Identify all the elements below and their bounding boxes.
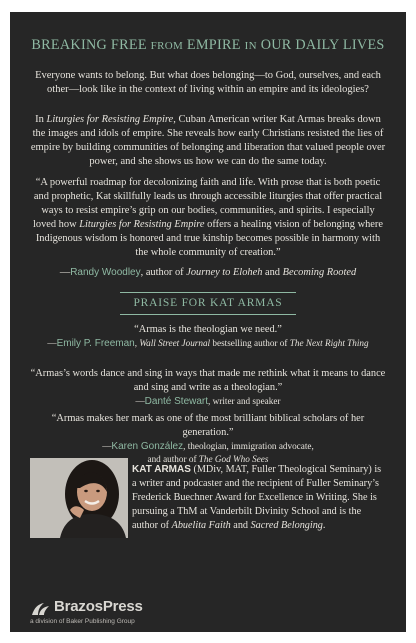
publisher-logo (30, 600, 180, 632)
praise-1-book: The Next Right Thing (289, 338, 369, 348)
bio-book-1: Abuelita Faith (171, 520, 231, 532)
endorser-book-2: Becoming Rooted (282, 267, 357, 278)
intro-book-title: Liturgies for Resisting Empire (46, 114, 174, 125)
headline-part-1: BREAKING FREE (31, 37, 147, 53)
author-bio (132, 463, 388, 533)
bio-and: and (230, 520, 251, 532)
intro-paragraph-1: Everyone wants to belong. But what does belonging—to God, ourselves, and each other—look like in the context of living within an empire and its ideologies? (35, 70, 381, 96)
intro-paragraph-2 (30, 113, 386, 169)
author-name: KAT ARMAS (132, 464, 191, 475)
endorsement-text-b: offers a healing vision of belonging where Indigenous wisdom is honored and true kinship becomes possible in harmony with the whole community of creation.” (35, 219, 383, 259)
praise-3-book: The God Who Sees (198, 454, 269, 464)
praise-rule-top (120, 292, 296, 293)
bio-end: . (322, 520, 326, 532)
endorser-book-1: Journey to Eloheh (186, 267, 263, 278)
publisher-tagline: a division of Baker Publishing Group (30, 618, 135, 625)
praise-3-role-2: and author of (147, 454, 199, 464)
praise-quote-1: “Armas is the theologian we need.” (134, 324, 282, 335)
praise-heading: PRAISE FOR KAT ARMAS (133, 297, 283, 309)
bio-text: (MDiv, MAT, Fuller Theological Seminary) is a writer and podcaster and the recipient of Fuller Seminary’s Frederick Buechner Award for Excellence in Writing. She is pursuing a ThM at Vanderbilt Divinity School and is the author of (132, 464, 382, 532)
endorsement-quote (30, 176, 386, 261)
praise-quote-3: “Armas makes her mark as one of the most brilliant biblical scholars of her generation.” (51, 413, 365, 438)
praise-quote-2: “Armas’s words dance and sing in ways that made me rethink what it means to dance and sing and write as a theologian.” (30, 368, 386, 393)
praise-3-dash: — (102, 441, 112, 451)
praise-2-name: Danté Stewart (144, 396, 209, 407)
endorser-and: and (262, 267, 283, 278)
back-cover (10, 12, 406, 632)
endorser-role: , author of (140, 267, 187, 278)
brazos-mark-icon (30, 600, 52, 618)
praise-attribution-2 (30, 395, 386, 409)
praise-3-role: , theologian, immigration advocate, (183, 441, 314, 451)
headline-part-5: OUR DAILY LIVES (260, 37, 385, 53)
publisher-name: BrazosPress (54, 598, 143, 615)
praise-3-name: Karen González (111, 441, 184, 452)
praise-rule-bottom (120, 314, 296, 315)
headline-part-4: IN (244, 40, 257, 52)
bio-book-2: Sacred Belonging (250, 520, 323, 532)
praise-1-publication: Wall Street Journal (139, 338, 211, 348)
endorser-name: Randy Woodley (70, 267, 141, 278)
headline (10, 37, 406, 54)
author-portrait-image (30, 458, 128, 538)
praise-1-name: Emily P. Freeman (56, 338, 135, 349)
praise-attribution-1: —Emily P. Freeman, Wall Street Journal bestselling author of The Next Right Thing (47, 338, 369, 349)
praise-2-dash: — (135, 396, 145, 406)
praise-1-dash: — (47, 338, 57, 348)
endorsement-text-a: “A powerful roadmap for decolonizing faith and life. With prose that is both poetic and prophetic, Kat skillfully leads us through accessible liturgies that offer practical ways to resist empire’s grip on our bodies, communities, and spirits. I especially loved how (33, 177, 383, 231)
attribution-dash: — (59, 267, 71, 278)
praise-2-role: , writer and speaker (208, 396, 281, 406)
intro-p2-rest: , Cuban American writer Kat Armas breaks down the images and idols of empire. She reveals how early Christians resisted the lies of empire by building communities of belonging and liberation that valued people over power, and she shows us how we can do the same today. (30, 114, 386, 168)
headline-part-3: EMPIRE (186, 37, 241, 53)
headline-part-2: FROM (150, 40, 184, 52)
endorsement-book-title: Liturgies for Resisting Empire (79, 219, 205, 231)
endorsement-attribution (10, 267, 406, 278)
author-photo (30, 458, 128, 538)
intro-p2-prefix: In (35, 114, 47, 125)
praise-1-mid: bestselling author of (210, 338, 290, 348)
